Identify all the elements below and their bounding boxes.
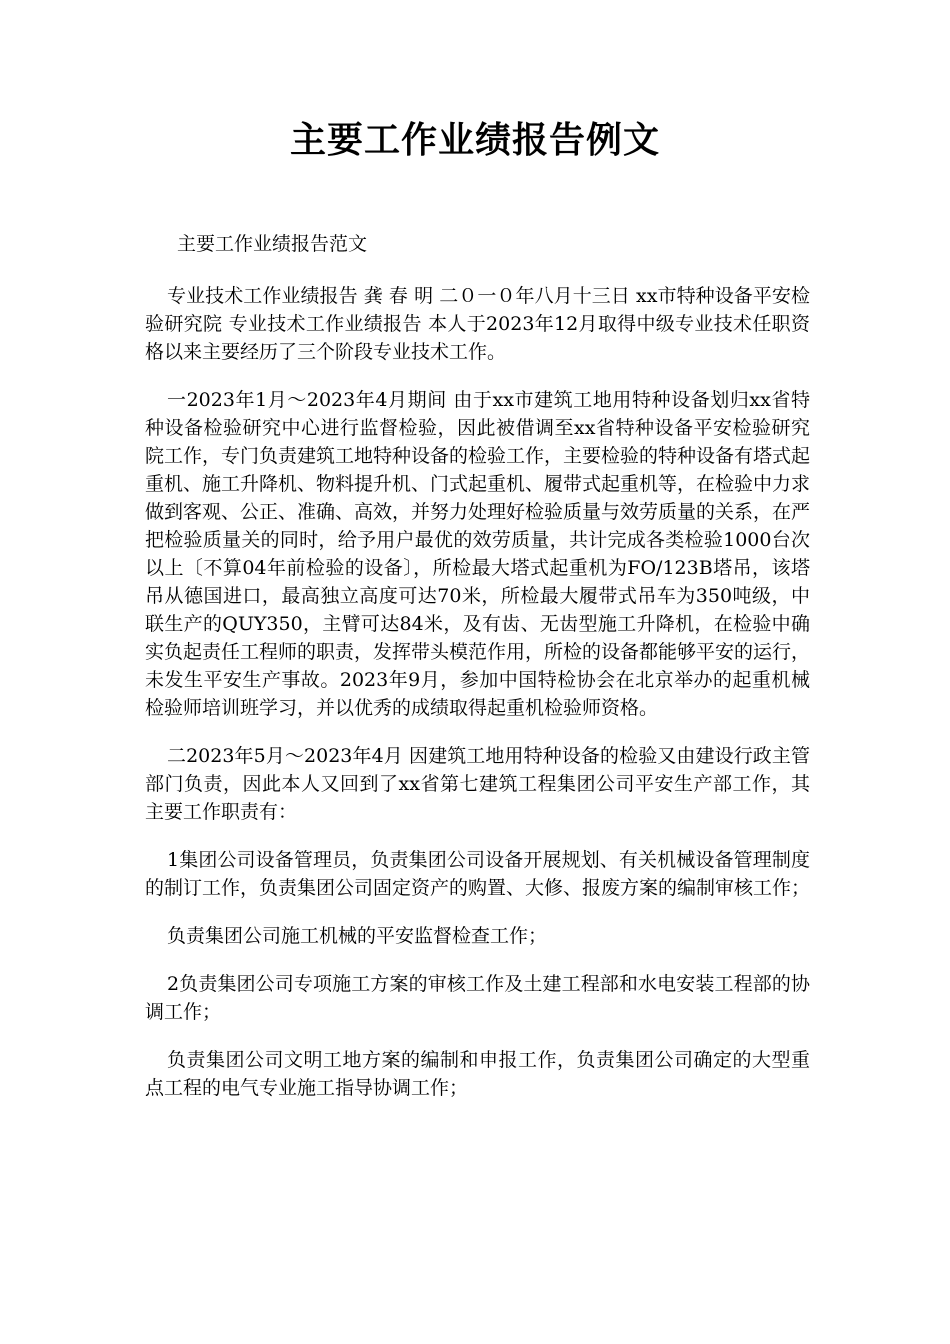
paragraph-duty-two: 2负责集团公司专项施工方案的审核工作及土建工程部和水电安装工程部的协调工作；: [145, 973, 810, 1023]
document-title: 主要工作业绩报告例文: [289, 119, 660, 161]
document-body: [145, 230, 810, 1122]
subtitle-paragraph: 主要工作业绩报告范文: [177, 233, 368, 255]
paragraph-stage-two: 二2023年5月～2023年4月 因建筑工地用特种设备的检验又由建设行政主管部门负责，因此本人又回到了xx省第七建筑工程集团公司平安生产部工作，其主要工作职责有：: [145, 745, 810, 823]
paragraph-duty-safety: 负责集团公司施工机械的平安监督检查工作；: [167, 925, 548, 947]
paragraph-stage-one: 一2023年1月～2023年4月期间 由于xx市建筑工地用特种设备划归xx省特种设备检验研究中心进行监督检验，因此被借调至xx省特种设备平安检验研究院工作，专门负责建筑工地特种设备的检验工作，主要检验的特种设备有塔式起重机、施工升降机、物料提升机、门式起重机、履带式起重机等，在检验中力求做到客观、公正、准确、高效，并努力处理好检验质量与效劳质量的关系，在严把检验质量关的同时，给予用户最优的效劳质量，共计完成各类检验1000台次以上〔不算04年前检验的设备〕，所检最大塔式起重机为FO/123B塔吊，该塔吊从德国进口，最高独立高度可达70米，所检最大履带式吊车为350吨级，中联生产的QUY350，主臂可达84米，及有齿、无齿型施工升降机，在检验中确实负起责任工程师的职责，发挥带头模范作用，所检的设备都能够平安的运行，未发生平安生产事故。2023年9月，参加中国特检协会在北京举办的起重机械检验师培训班学习，并以优秀的成绩取得起重机检验师资格。: [145, 389, 811, 719]
paragraph-duty-civilized-site: 负责集团公司文明工地方案的编制和申报工作，负责集团公司确定的大型重点工程的电气专业施工指导协调工作；: [145, 1049, 810, 1099]
paragraph-duty-one: 1集团公司设备管理员，负责集团公司设备开展规划、有关机械设备管理制度的制订工作，负责集团公司固定资产的购置、大修、报废方案的编制审核工作；: [145, 849, 811, 899]
paragraph-intro: 专业技术工作业绩报告 龚 春 明 二０一０年八月十三日 xx市特种设备平安检验研究院 专业技术工作业绩报告 本人于2023年12月取得中级专业技术任职资格以来主要经历了三个阶段专业技术工作。: [145, 285, 810, 363]
